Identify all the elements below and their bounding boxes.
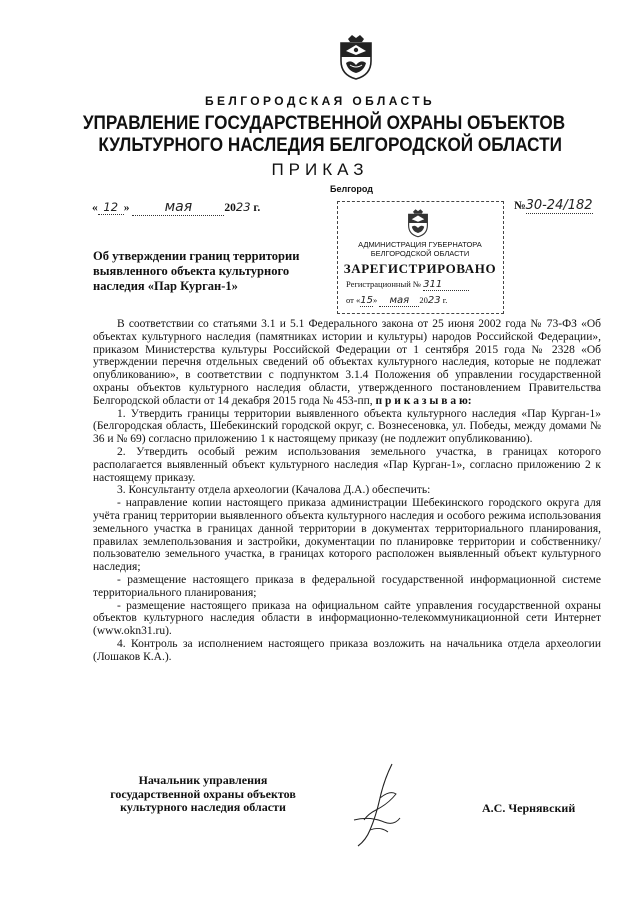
order-number (514, 198, 593, 213)
body-intro-text: В соответствии со статьями 3.1 и 5.1 Федерального закона от 25 июня 2002 года № 73-ФЗ «Об объектах культурного наследия (памятниках истории и культуры) народов Российской Федерации», приказом Министерства культуры Российской Федерации от 1 сентября 2015 года № 2328 «Об утверждении перечня отдельных сведений об объектах культурного наследия, которые не подлежат опубликованию», в соответствии с подпунктом 3.1.4 Положения об управлении государственной охраны объектов культурного наследия области, утвержденного постановлением Правительства Белгородской области от 14 декабря 2015 года № 453-пп, (93, 318, 601, 407)
department-name-line1: УПРАВЛЕНИЕ ГОСУДАРСТВЕННОЙ ОХРАНЫ ОБЪЕКТОВ (82, 112, 566, 134)
date-year-prefix: 20 (224, 202, 236, 214)
stamp-reg-label: Регистрационный № (346, 279, 421, 289)
signatory-position-line1: Начальник управления (138, 773, 268, 787)
stamp-reg-number-value: 311 (423, 279, 469, 291)
body-item-2: 2. Утвердить особый режим использования земельного участка, в границах которого располагается выявленный объект культурного наследия «Пар Курган-1», согласно приложению 2 к настоящему приказу. (93, 445, 601, 484)
stamp-reg-sep: » (372, 295, 378, 305)
order-number-value: 30-24/182 (525, 198, 593, 213)
date-year-unit: г. (253, 202, 261, 214)
order-subject (93, 249, 333, 294)
stamp-reg-year-suffix: 23 (427, 295, 441, 306)
stamp-org-line1: АДМИНИСТРАЦИЯ ГУБЕРНАТОРА (358, 240, 482, 249)
stamp-reg-number (346, 279, 469, 291)
body-item-1: 1. Утвердить границы территории выявленного объекта культурного наследия «Пар Курган-1» (Белгородская область, Шебекинский городской округ, с. Вознесеновка, ул. Победы, между домами № 36 и № 69) согласно приложению 1 к настоящему приказу (не подлежит опубликованию). (93, 407, 601, 446)
subject-line1: Об утверждении границ территории (93, 249, 300, 263)
body-item-3: 3. Консультанту отдела археологии (Качалова Д.А.) обеспечить: (117, 484, 431, 497)
handwritten-signature (340, 760, 410, 850)
date-day: 12 (103, 200, 119, 214)
department-name (60, 112, 588, 156)
order-date (92, 199, 260, 216)
order-number-prefix: № (514, 200, 526, 212)
signatory-position-line2: государственной охраны объектов (110, 786, 296, 801)
stamp-reg-year-unit: г. (442, 295, 448, 305)
stamp-reg-date (346, 295, 447, 307)
body-item-3c: - размещение настоящего приказа на официальном сайте управления государственной охраны объектов культурного наследия области в информационно-телекоммуникационной сети Интернет (www.okn31.ru). (93, 599, 601, 638)
stamp-org-line2: БЕЛГОРОДСКОЙ ОБЛАСТИ (370, 249, 470, 258)
stamp-organization (338, 240, 502, 258)
body-intro-order: п р и к а з ы в а ю: (375, 394, 472, 407)
date-open-quote: « (92, 202, 98, 214)
city-name: Белгород (330, 184, 373, 194)
stamp-reg-day: 15 (360, 295, 373, 306)
stamp-reg-month: мая (379, 295, 419, 307)
subject-line3: наследия «Пар Курган-1» (93, 279, 238, 293)
stamp-from-label: от « (346, 295, 361, 305)
signatory-position-line3: культурного наследия области (120, 800, 286, 814)
stamp-reg-year-prefix: 20 (419, 295, 428, 305)
stamp-registered: ЗАРЕГИСТРИРОВАНО (343, 261, 497, 276)
region-name: БЕЛГОРОДСКАЯ ОБЛАСТЬ (205, 94, 435, 108)
coat-of-arms-emblem (338, 33, 374, 81)
registration-stamp (337, 201, 504, 314)
body-item-3b: - размещение настоящего приказа в федеральной государственной информационной системе территориального планирования; (93, 573, 601, 599)
department-name-line2: КУЛЬТУРНОГО НАСЛЕДИЯ БЕЛГОРОДСКОЙ ОБЛАСТИ (98, 134, 562, 156)
body-item-3a: - направление копии настоящего приказа администрации Шебекинского городского округа для учёта границ территории выявленного объекта культурного наследия и особого режима использования земельного участка в границах данной территории в документах территориального планирования, правилах землепользования и застройки, документации по планировке территории и собственнику/пользователю земельного участка, в границах которого расположен выявленный объект культурного наследия; (93, 497, 601, 574)
date-month: мая (164, 199, 193, 215)
stamp-emblem-icon (406, 208, 430, 238)
date-close-quote: » (123, 202, 130, 214)
signatory-position (93, 774, 313, 815)
signatory-name: А.С. Чернявский (482, 801, 576, 815)
subject-line2: выявленного объекта культурного (93, 264, 290, 278)
body-item-4: 4. Контроль за исполнением настоящего приказа возложить на начальника отдела археологии (Лошаков К.А.). (93, 637, 601, 663)
order-body (93, 318, 601, 664)
document-type: ПРИКАЗ (271, 160, 369, 179)
body-intro (93, 318, 601, 408)
date-year-suffix: 23 (235, 200, 251, 214)
